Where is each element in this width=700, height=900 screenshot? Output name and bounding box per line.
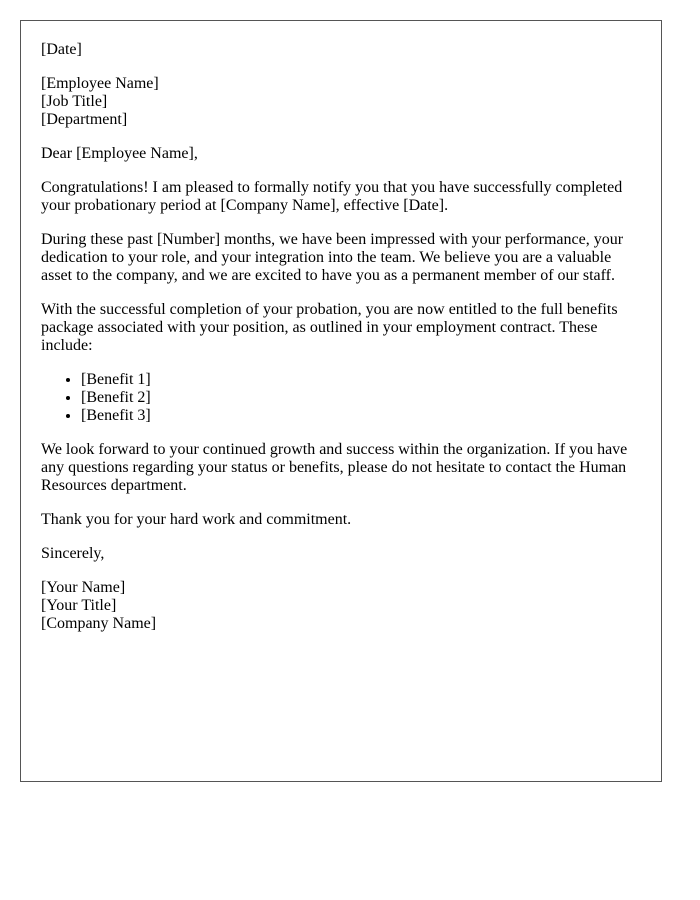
job-title: [Job Title]: [41, 93, 108, 110]
date: [Date]: [41, 41, 82, 58]
sender-name: [Your Name]: [41, 579, 126, 596]
company-name: [Company Name]: [41, 615, 157, 632]
benefit-item: • [Benefit 3]: [81, 407, 641, 425]
signature-block: [41, 579, 641, 633]
paragraph: Congratulations! I am pleased to formally notify you that you have successfully completed your probationary period at [Company Name], effective [Date].: [41, 179, 623, 214]
paragraph: With the successful completion of your probation, you are now entitled to the full benefits package associated with your position, as outlined in your employment contract. These include:: [41, 301, 618, 354]
letter: [20, 20, 662, 782]
paragraph: During these past [Number] months, we have been impressed with your performance, your dedication to your role, and your integration into the team. We believe you are a valuable asset to the company, and we are excited to have you as a permanent member of our staff.: [41, 231, 624, 284]
benefit-item: • [Benefit 1]: [81, 371, 641, 389]
benefit-item: • [Benefit 2]: [81, 389, 641, 407]
paragraph: We look forward to your continued growth and success within the organization. If you have any questions regarding your status or benefits, please do not hesitate to contact the Human Resources department.: [41, 441, 628, 494]
sender-title: [Your Title]: [41, 597, 117, 614]
employee-name: [Employee Name]: [41, 75, 159, 92]
paragraph: Thank you for your hard work and commitment.: [41, 511, 352, 528]
signoff: Sincerely,: [41, 545, 105, 562]
benefits-list: [41, 371, 641, 425]
salutation: Dear [Employee Name],: [41, 145, 198, 162]
recipient-block: [41, 75, 641, 129]
department: [Department]: [41, 111, 128, 128]
